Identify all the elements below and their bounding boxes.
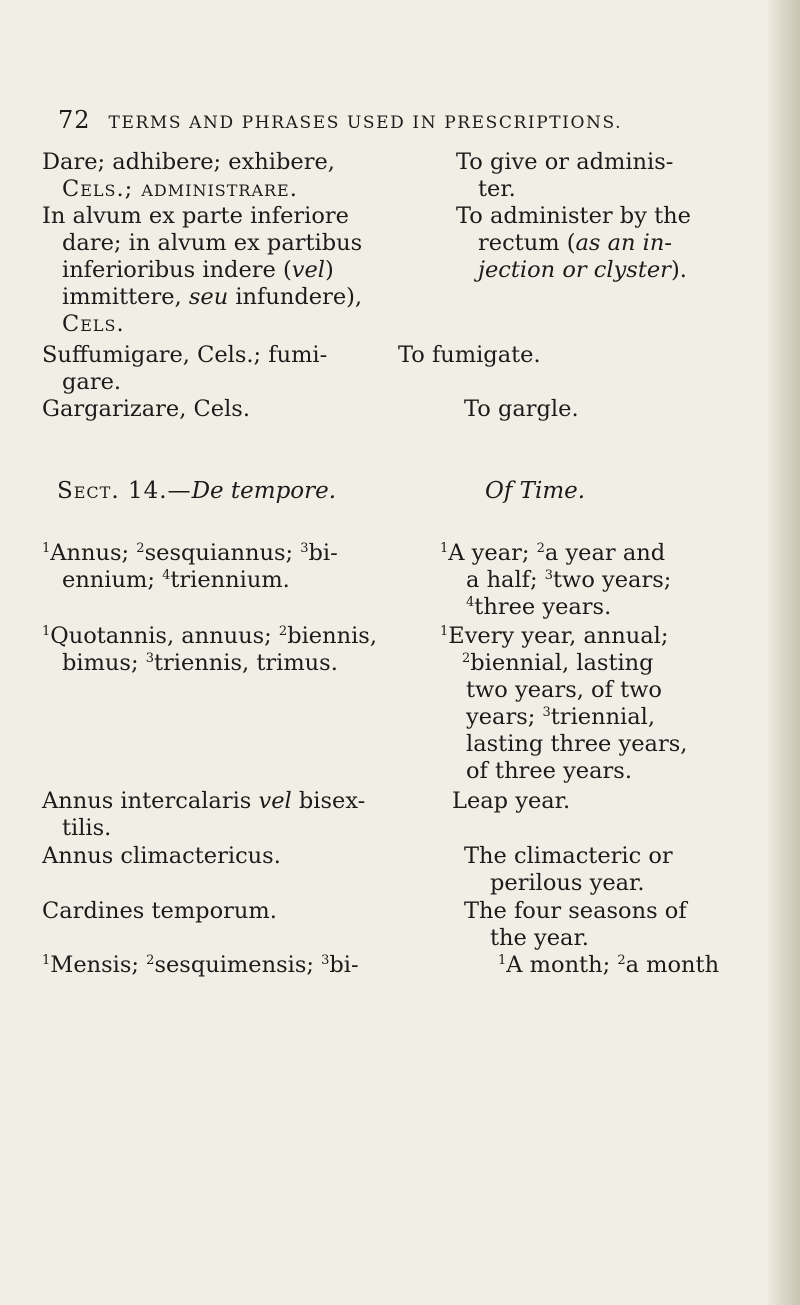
latin-line: $^1$Mensis; $^2$sesquimensis; $^3$bi- <box>42 952 359 978</box>
latin-line: inferioribus indere (vel) <box>62 257 334 283</box>
english-line: $^4$three years. <box>466 594 612 620</box>
english-line: The climacteric or <box>464 843 673 869</box>
english-line: two years, of two <box>466 677 662 703</box>
english-every-year <box>440 623 687 785</box>
latin-suffumigare <box>42 342 327 396</box>
english-administer <box>456 203 691 284</box>
latin-line: dare; in alvum ex partibus <box>62 230 363 256</box>
latin-line: Annus intercalaris vel bisex- <box>42 788 366 814</box>
section-heading: Sect. 14.—De tempore. <box>57 478 337 504</box>
latin-line: bimus; $^3$triennis, trimus. <box>62 650 338 676</box>
latin-annus <box>42 540 338 594</box>
latin-line: $^1$Annus; $^2$sesquiannus; $^3$bi- <box>42 540 338 566</box>
latin-line: immittere, seu infundere), <box>62 284 363 310</box>
latin-line: gare. <box>62 369 122 395</box>
english-line: a half; $^3$two years; <box>466 567 672 593</box>
english-line: To administer by the <box>456 203 691 229</box>
running-header <box>58 106 622 134</box>
latin-annus-intercalaris <box>42 788 365 842</box>
english-line: The four seasons of <box>464 898 687 924</box>
english-line: rectum (as an in- <box>478 230 672 256</box>
english-to-give <box>456 149 673 203</box>
latin-line: Suffumigare, Cels.; fumi- <box>42 342 328 368</box>
latin-dare <box>42 149 335 203</box>
english-line: $^2$biennial, lasting <box>462 650 654 676</box>
english-line: To fumigate. <box>398 342 541 368</box>
english-line: lasting three years, <box>466 731 688 757</box>
latin-in-alvum <box>42 203 362 338</box>
latin-line: Annus climactericus. <box>42 843 281 869</box>
latin-line: Cels.; administrare. <box>62 176 298 202</box>
latin-climactericus <box>42 843 281 870</box>
english-line: ter. <box>478 176 516 202</box>
english-climacteric <box>464 843 673 897</box>
english-line: $^1$A year; $^2$a year and <box>440 540 666 566</box>
page-title: TERMS AND PHRASES USED IN PRESCRIPTIONS. <box>108 113 623 133</box>
english-four-seasons <box>464 898 687 952</box>
latin-line: tilis. <box>62 815 112 841</box>
english-line: perilous year. <box>490 870 645 896</box>
english-leap-year <box>452 788 570 815</box>
latin-line: Cels. <box>62 311 125 337</box>
section-heading-english: Of Time. <box>485 478 586 504</box>
latin-line: Dare; adhibere; exhibere, <box>42 149 335 175</box>
latin-cardines <box>42 898 277 925</box>
latin-mensis <box>42 952 359 979</box>
english-line: years; $^3$triennial, <box>466 704 656 730</box>
latin-line: $^1$Quotannis, annuus; $^2$biennis, <box>42 623 377 649</box>
english-gargle <box>464 396 579 423</box>
latin-gargarizare <box>42 396 250 423</box>
english-line: of three years. <box>466 758 632 784</box>
english-fumigate <box>398 342 541 369</box>
latin-line: Cardines temporum. <box>42 898 277 924</box>
latin-quotannis <box>42 623 377 677</box>
english-line: $^1$A month; $^2$a month <box>498 952 720 978</box>
english-month <box>498 952 719 979</box>
page-number: 72 <box>58 106 91 134</box>
english-year <box>440 540 671 621</box>
latin-line: Gargarizare, Cels. <box>42 396 250 422</box>
latin-line: ennium; $^4$triennium. <box>62 567 290 593</box>
english-line: Leap year. <box>452 788 571 814</box>
latin-line: In alvum ex parte inferiore <box>42 203 349 229</box>
english-line: jection or clyster). <box>478 257 687 283</box>
english-line: the year. <box>490 925 589 951</box>
english-line: $^1$Every year, annual; <box>440 623 669 649</box>
english-line: To gargle. <box>464 396 579 422</box>
english-line: To give or adminis- <box>456 149 674 175</box>
page-edge-shadow <box>766 0 800 1305</box>
